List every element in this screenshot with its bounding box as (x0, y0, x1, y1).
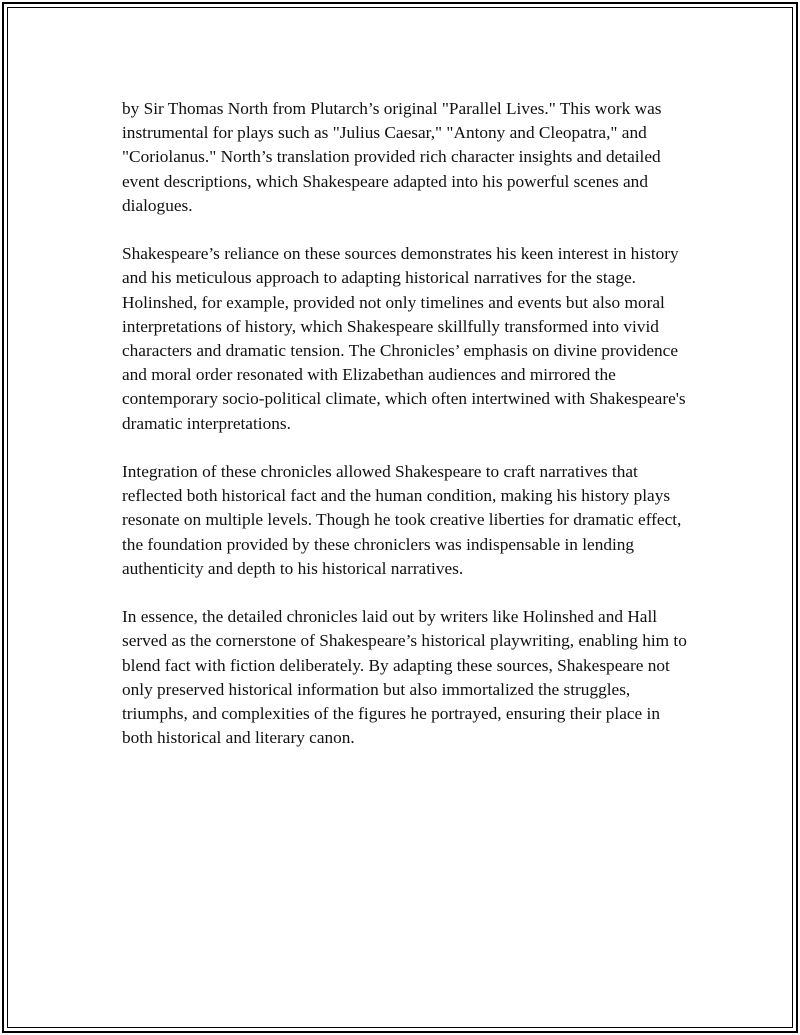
paragraph-2: Shakespeare’s reliance on these sources demonstrates his keen interest in history and his meticulous approach to adapting historical narratives for the stage. Holinshed, for example, provided not only timelines and events but also moral interpretations of history, which Shakespeare skillfully transformed into vivid characters and dramatic tension. The Chronicles’ emphasis on divine providence and moral order resonated with Elizabethan audiences and mirrored the contemporary socio-political climate, which often intertwined with Shakespeare's dramatic interpretations. (122, 244, 686, 433)
paragraph-1: by Sir Thomas North from Plutarch’s original "Parallel Lives." This work was instrumental for plays such as "Julius Caesar," "Antony and Cleopatra," and "Coriolanus." North’s translation provided rich character insights and detailed event descriptions, which Shakespeare adapted into his powerful scenes and dialogues. (122, 99, 662, 215)
page-border (2, 2, 798, 1033)
paragraph-3: Integration of these chronicles allowed Shakespeare to craft narratives that reflected both historical fact and the human condition, making his history plays resonate on multiple levels. Though he took creative liberties for dramatic effect, the foundation provided by these chroniclers was indispensable in lending authenticity and depth to his historical narratives. (122, 462, 682, 578)
paragraph-4: In essence, the detailed chronicles laid out by writers like Holinshed and Hall served as the cornerstone of Shakespeare’s historical playwriting, enabling him to blend fact with fiction deliberately. By adapting these sources, Shakespeare not only preserved historical information but also immortalized the struggles, triumphs, and complexities of the figures he portrayed, ensuring their place in both historical and literary canon. (122, 607, 687, 748)
document-body (122, 97, 692, 775)
